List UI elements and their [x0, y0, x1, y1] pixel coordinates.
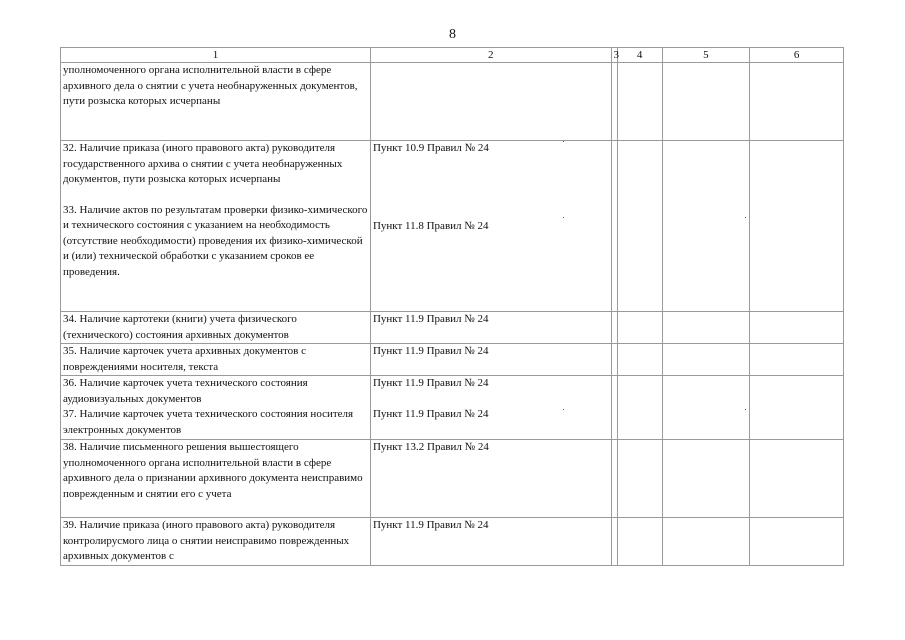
empty-cell — [617, 63, 662, 141]
rule-reference: Пункт 11.8 Правил № 24 — [372, 219, 489, 232]
column-number: 2 — [370, 48, 611, 63]
requirement-text: 32. Наличие приказа (иного правового акта) руководителя государственного архива о снятии с учета необнаруженных документов, пути розыска которых исчерпаны — [63, 142, 343, 185]
empty-cell — [750, 518, 844, 566]
requirement-cell — [61, 63, 371, 141]
reference-cell — [370, 440, 611, 518]
rule-reference: Пункт 13.2 Правил № 24 — [372, 441, 489, 453]
table-row — [61, 376, 844, 440]
empty-cell — [617, 312, 662, 344]
scan-speck — [563, 217, 564, 218]
empty-cell — [750, 440, 844, 518]
empty-cell — [750, 312, 844, 344]
requirement-cell — [61, 141, 371, 312]
rule-reference: Пункт 11.9 Правил № 24 — [372, 377, 489, 389]
requirement-text: 38. Наличие письменного решения вышестоящего уполномоченного органа исполнительной власти в сфере архивного дела о признании архивного документа неисправимо поврежденным и снятии его с учета — [63, 441, 363, 500]
requirement-text: уполномоченного органа исполнительной власти в сфере архивного дела о снятии с учета необнаруженных документов, пути розыска которых исчерпаны — [63, 64, 358, 107]
table-row — [61, 518, 844, 566]
column-number: 3 — [611, 48, 617, 63]
reference-cell — [370, 376, 611, 440]
rule-reference: Пункт 10.9 Правил № 24 — [372, 142, 489, 154]
empty-cell — [617, 344, 662, 376]
table-row — [61, 141, 844, 312]
requirement-text: 37. Наличие карточек учета технического состояния носителя электронных документов — [63, 408, 354, 436]
column-number: 1 — [61, 48, 371, 63]
empty-cell — [662, 344, 750, 376]
checklist-table — [60, 47, 844, 566]
rule-reference: Пункт 11.9 Правил № 24 — [372, 407, 489, 420]
column-number: 6 — [750, 48, 844, 63]
requirement-cell — [61, 376, 371, 440]
empty-cell — [617, 376, 662, 440]
requirement-text: 34. Наличие картотеки (книги) учета физического (технического) состояния архивных документов — [63, 313, 297, 341]
scan-speck — [745, 217, 746, 218]
table-row — [61, 63, 844, 141]
empty-cell — [617, 141, 662, 312]
empty-cell — [750, 63, 844, 141]
empty-cell — [750, 141, 844, 312]
reference-cell — [370, 518, 611, 566]
reference-cell — [370, 63, 611, 141]
column-number: 5 — [662, 48, 750, 63]
requirement-cell — [61, 312, 371, 344]
empty-cell — [750, 376, 844, 440]
table-row — [61, 312, 844, 344]
rule-reference: Пункт 11.9 Правил № 24 — [372, 345, 489, 357]
requirement-cell — [61, 518, 371, 566]
requirement-text: 36. Наличие карточек учета технического состояния аудиовизуальных документов — [63, 377, 308, 405]
requirement-text: 33. Наличие актов по результатам проверки физико-химического и технического состояния с указанием на необходимость (отсутствие необходимости) проведения их физико-химической и (или) технической обработки с указанием сроков ее проведения. — [63, 203, 368, 278]
column-number: 4 — [617, 48, 662, 63]
reference-cell — [370, 312, 611, 344]
scan-speck — [563, 409, 564, 410]
empty-cell — [750, 344, 844, 376]
requirement-cell — [61, 440, 371, 518]
empty-cell — [662, 518, 750, 566]
rule-reference: Пункт 11.9 Правил № 24 — [372, 313, 489, 325]
empty-cell — [662, 141, 750, 312]
page-number: 8 — [449, 27, 456, 42]
column-number-row — [61, 48, 844, 63]
requirement-text: 35. Наличие карточек учета архивных документов с повреждениями носителя, текста — [63, 345, 306, 373]
empty-cell — [617, 440, 662, 518]
reference-cell — [370, 344, 611, 376]
empty-cell — [662, 63, 750, 141]
reference-cell — [370, 141, 611, 312]
empty-cell — [662, 376, 750, 440]
scan-speck — [563, 141, 564, 142]
empty-cell — [617, 518, 662, 566]
rule-reference: Пункт 11.9 Правил № 24 — [372, 519, 489, 531]
empty-cell — [662, 312, 750, 344]
table-row — [61, 344, 844, 376]
scan-speck — [745, 409, 746, 410]
requirement-text: 39. Наличие приказа (иного правового акта) руководителя контролирусмого лица о снятии неисправимо поврежденных архивных документов с — [63, 519, 350, 562]
requirement-cell — [61, 344, 371, 376]
table-row — [61, 440, 844, 518]
empty-cell — [662, 440, 750, 518]
